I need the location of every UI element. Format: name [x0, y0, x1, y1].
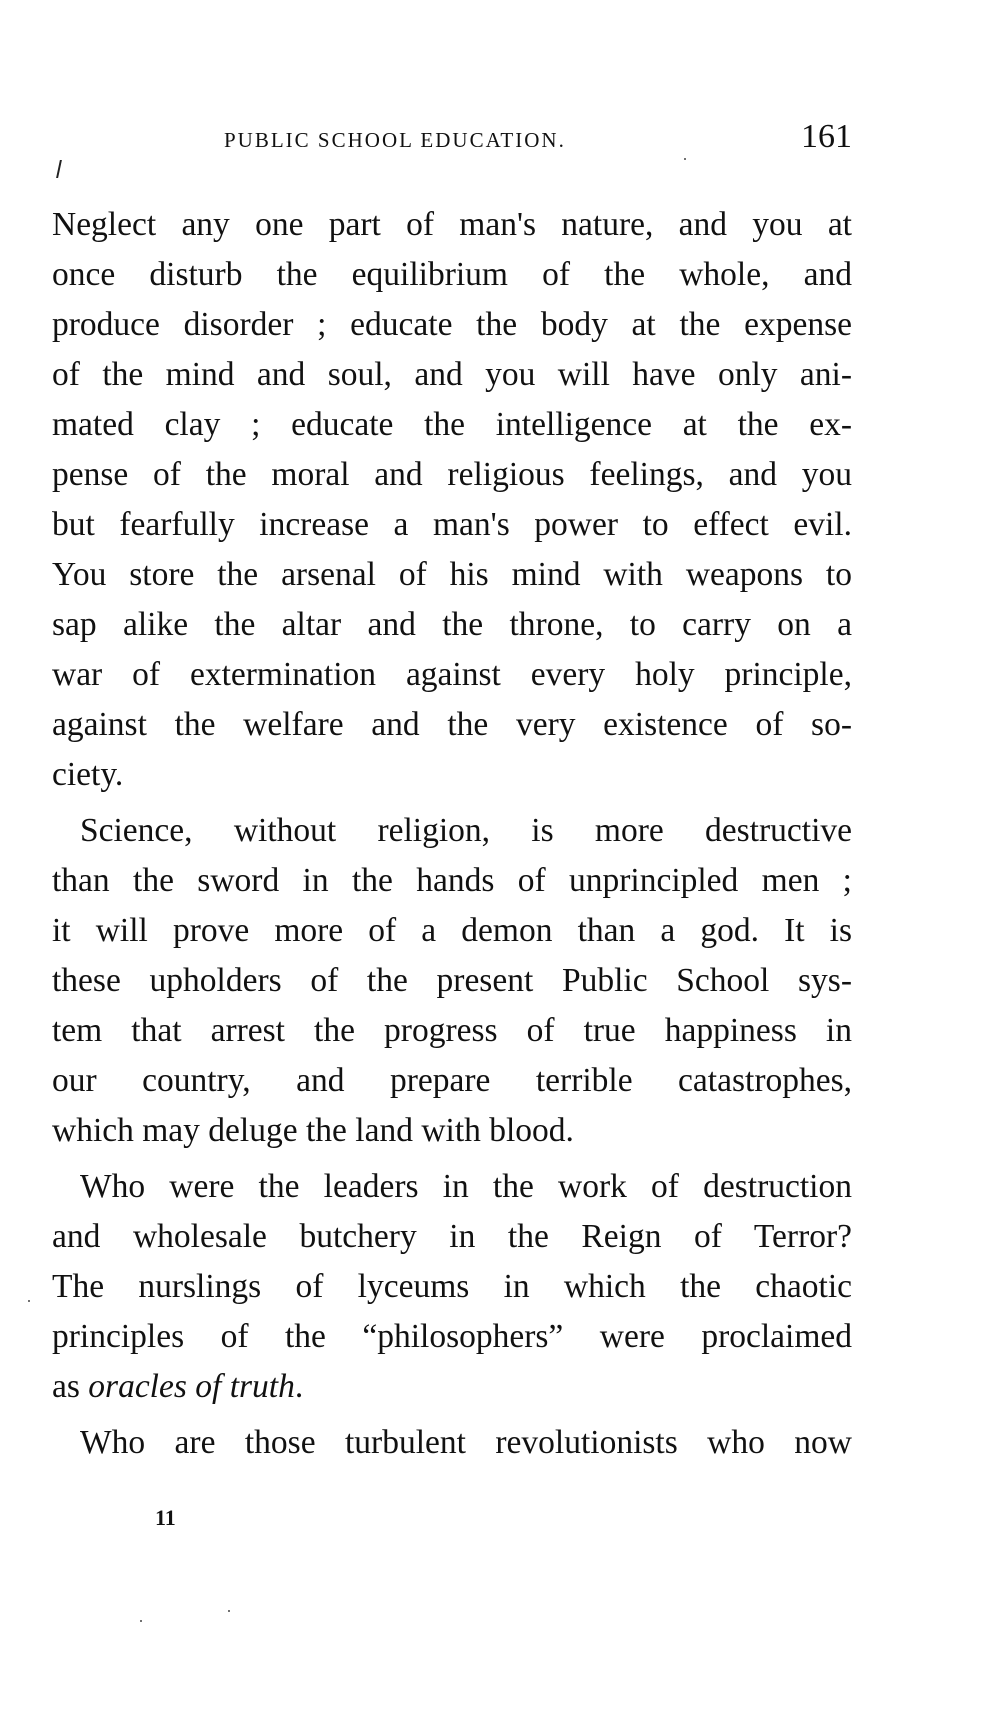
text-line: than the sword in the hands of unprincipled men ;: [52, 862, 852, 899]
text-line: ciety.: [52, 756, 124, 793]
paper-speck: [140, 1620, 142, 1622]
text-line: Who were the leaders in the work of destruction: [80, 1168, 852, 1205]
paragraph-2: [52, 806, 852, 1156]
line-prefix: as: [52, 1368, 89, 1405]
text-line: it will prove more of a demon than a god. It is: [52, 912, 852, 949]
paragraph-4: [52, 1418, 852, 1468]
text-line: these upholders of the present Public School sys-: [52, 962, 852, 999]
text-line-italic-ending: [52, 1362, 852, 1412]
text-line: mated clay ; educate the intelligence at the ex-: [52, 406, 852, 443]
text-line: war of extermination against every holy principle,: [52, 656, 852, 693]
text-line: principles of the “philosophers” were proclaimed: [52, 1318, 852, 1355]
paragraph-1: [52, 200, 852, 800]
page-number: 161: [801, 118, 852, 155]
paper-speck: [228, 1610, 230, 1612]
signature-mark: 11: [155, 1505, 176, 1530]
stray-ink-mark: [56, 160, 62, 178]
text-line: produce disorder ; educate the body at the expense: [52, 306, 852, 343]
paragraph-3: [52, 1162, 852, 1412]
text-line: pense of the moral and religious feelings, and you: [52, 456, 852, 493]
text-line: The nurslings of lyceums in which the chaotic: [52, 1268, 852, 1305]
text-line: tem that arrest the progress of true happiness in: [52, 1012, 852, 1049]
italic-phrase: oracles of truth: [88, 1368, 295, 1405]
paper-speck: [28, 1300, 30, 1302]
text-line: once disturb the equilibrium of the whole, and: [52, 256, 852, 293]
running-head: [52, 118, 852, 158]
text-line: Who are those turbulent revolutionists who now: [80, 1424, 852, 1461]
running-title: PUBLIC SCHOOL EDUCATION.: [224, 128, 566, 152]
text-line: our country, and prepare terrible catastrophes,: [52, 1062, 852, 1099]
line-suffix: .: [294, 1368, 304, 1405]
text-line: Neglect any one part of man's nature, and you at: [52, 206, 852, 243]
text-line: You store the arsenal of his mind with weapons to: [52, 556, 852, 593]
text-line: but fearfully increase a man's power to effect evil.: [52, 506, 852, 543]
text-line: which may deluge the land with blood.: [52, 1112, 574, 1149]
body-text: [52, 200, 852, 1468]
text-line: against the welfare and the very existence of so-: [52, 706, 852, 743]
text-line: and wholesale butchery in the Reign of Terror?: [52, 1218, 852, 1255]
text-line: sap alike the altar and the throne, to carry on a: [52, 606, 852, 643]
text-line: Science, without religion, is more destructive: [80, 812, 852, 849]
paper-speck: [684, 158, 686, 160]
text-line: of the mind and soul, and you will have only ani-: [52, 356, 852, 393]
